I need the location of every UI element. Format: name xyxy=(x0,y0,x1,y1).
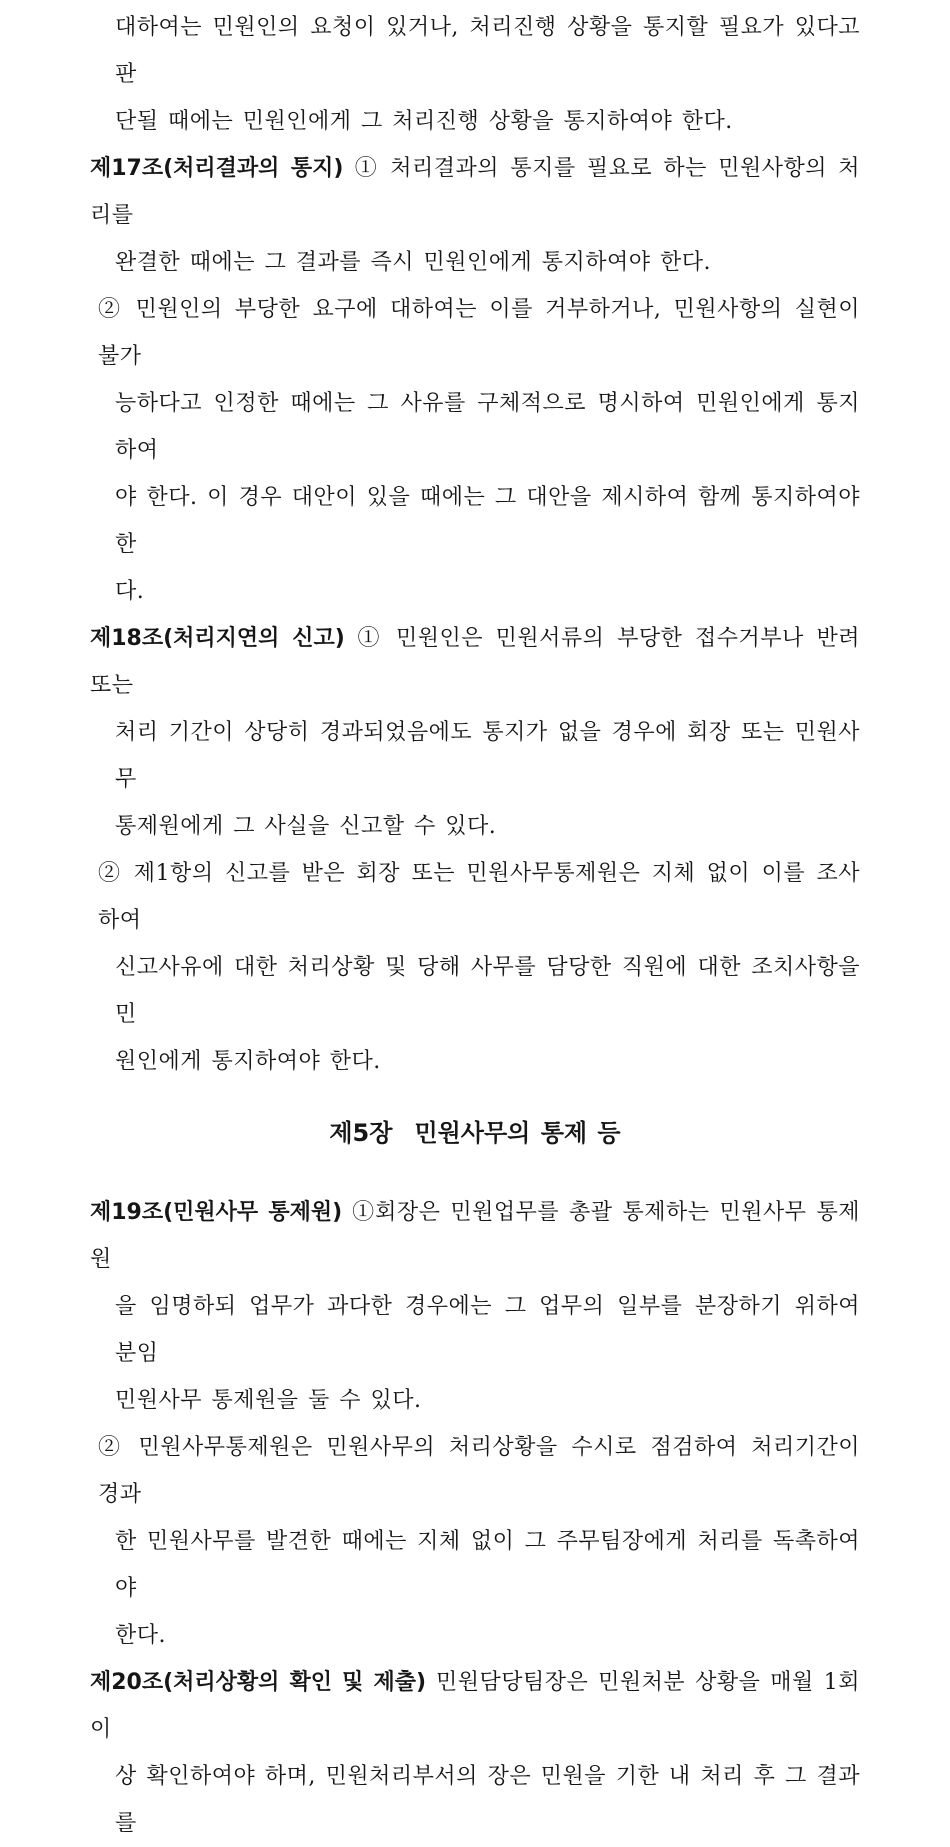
doc-line-10: 처리 기간이 상당히 경과되었음에도 통지가 없을 경우에 회장 또는 민원사무 xyxy=(115,720,860,792)
doc-line-article-17 xyxy=(90,145,860,239)
doc-line-12: ② 제1항의 신고를 받은 회장 또는 민원사무통제원은 지체 없이 이를 조사하여 xyxy=(98,861,860,933)
doc-line-13: 신고사유에 대한 처리상황 및 당해 사무를 담당한 직원에 대한 조치사항을 민 xyxy=(115,955,860,1027)
article-18-text: ① 민원인은 민원서류의 부당한 접수거부나 반려 또는 xyxy=(90,626,861,698)
doc-line-4: 완결한 때에는 그 결과를 즉시 민원인에게 통지하여야 한다. xyxy=(115,250,711,275)
article-20-text: 민원담당팀장은 민원처분 상황을 매월 1회 이 xyxy=(90,1670,860,1742)
doc-line-19: 한 민원사무를 발견한 때에는 지체 없이 그 주무팀장에게 처리를 독촉하여야 xyxy=(115,1529,860,1601)
doc-line-22: 상 확인하여야 하며, 민원처리부서의 장은 민원을 기한 내 처리 후 그 결과를 xyxy=(115,1764,860,1836)
doc-line-11: 통제원에게 그 사실을 신고할 수 있다. xyxy=(115,814,497,839)
article-17-title: 제17조(처리결과의 통지) xyxy=(90,156,344,181)
doc-line-14: 원인에게 통지하여야 한다. xyxy=(115,1049,381,1074)
article-20-title: 제20조(처리상황의 확인 및 제출) xyxy=(90,1670,427,1695)
chapter-heading xyxy=(90,1110,860,1157)
doc-line-article-20 xyxy=(90,1659,860,1753)
doc-line-1: 대하여는 민원인의 요청이 있거나, 처리진행 상황을 통지할 필요가 있다고 판 xyxy=(115,15,860,87)
doc-line-18: ② 민원사무통제원은 민원사무의 처리상황을 수시로 점검하여 처리기간이 경과 xyxy=(98,1435,860,1507)
doc-line-20: 한다. xyxy=(115,1623,166,1648)
doc-line-article-18 xyxy=(90,615,860,709)
chapter-number: 제5장 xyxy=(329,1119,393,1147)
article-17-text: ① 처리결과의 통지를 필요로 하는 민원사항의 처리를 xyxy=(90,156,861,228)
doc-line-16: 을 임명하되 업무가 과다한 경우에는 그 업무의 일부를 분장하기 위하여 분임 xyxy=(115,1294,860,1366)
chapter-title: 민원사무의 통제 등 xyxy=(414,1119,621,1147)
doc-line-6: 능하다고 인정한 때에는 그 사유를 구체적으로 명시하여 민원인에게 통지하여 xyxy=(115,391,860,463)
doc-line-5: ② 민원인의 부당한 요구에 대하여는 이를 거부하거나, 민원사항의 실현이 불가 xyxy=(98,297,860,369)
article-19-text: ①회장은 민원업무를 총괄 통제하는 민원사무 통제원 xyxy=(90,1200,860,1272)
article-18-title: 제18조(처리지연의 신고) xyxy=(90,626,345,651)
doc-line-8: 다. xyxy=(115,579,145,604)
doc-line-2: 단될 때에는 민원인에게 그 처리진행 상황을 통지하여야 한다. xyxy=(115,109,733,134)
doc-line-17: 민원사무 통제원을 둘 수 있다. xyxy=(115,1388,422,1413)
doc-line-7: 야 한다. 이 경우 대안이 있을 때에는 그 대안을 제시하여 함께 통지하여야 한 xyxy=(115,485,860,557)
article-19-title: 제19조(민원사무 통제원) xyxy=(90,1200,343,1225)
doc-line-article-19 xyxy=(90,1189,860,1283)
